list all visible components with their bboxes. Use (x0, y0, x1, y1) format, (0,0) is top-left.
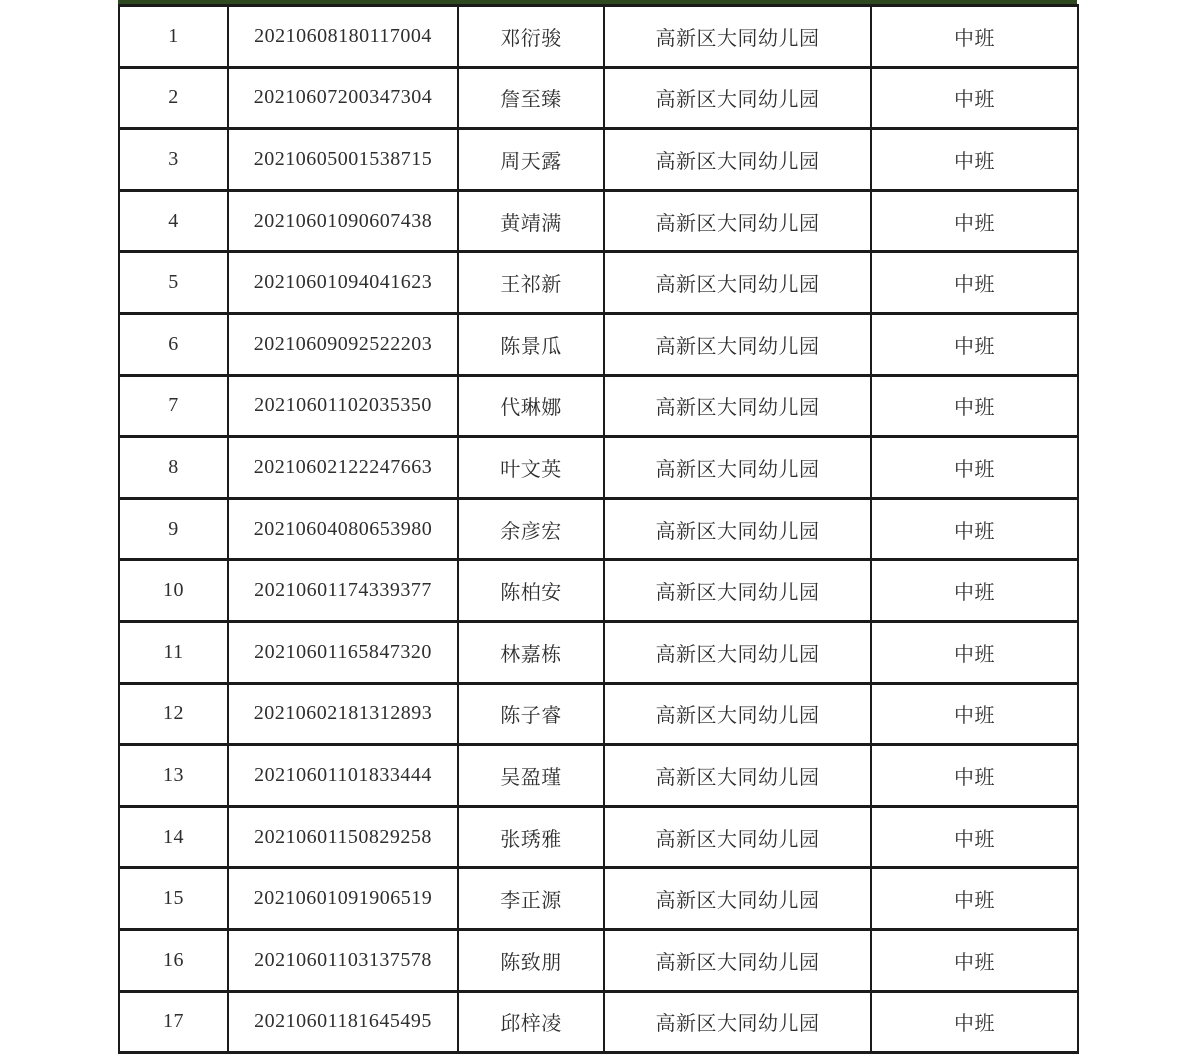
school-name-cell: 高新区大同幼儿园 (604, 498, 871, 560)
row-number-cell: 13 (119, 745, 228, 807)
class-level-cell: 中班 (871, 991, 1078, 1053)
class-level-cell: 中班 (871, 806, 1078, 868)
row-number-cell: 17 (119, 991, 228, 1053)
student-name-cell: 陈子睿 (458, 683, 604, 745)
student-roster-table (118, 4, 1079, 1054)
student-name-cell: 李正源 (458, 868, 604, 930)
table-row (119, 745, 1078, 807)
table-row (119, 6, 1078, 68)
school-name-cell: 高新区大同幼儿园 (604, 190, 871, 252)
class-level-cell: 中班 (871, 745, 1078, 807)
registration-id-cell: 20210601181645495 (228, 991, 458, 1053)
school-name-cell: 高新区大同幼儿园 (604, 868, 871, 930)
row-number-cell: 8 (119, 437, 228, 499)
class-level-cell: 中班 (871, 437, 1078, 499)
row-number-cell: 4 (119, 190, 228, 252)
table-row (119, 190, 1078, 252)
table-row (119, 929, 1078, 991)
row-number-cell: 5 (119, 252, 228, 314)
registration-id-cell: 20210601150829258 (228, 806, 458, 868)
row-number-cell: 11 (119, 621, 228, 683)
class-level-cell: 中班 (871, 621, 1078, 683)
school-name-cell: 高新区大同幼儿园 (604, 991, 871, 1053)
class-level-cell: 中班 (871, 683, 1078, 745)
table-row (119, 67, 1078, 129)
school-name-cell: 高新区大同幼儿园 (604, 806, 871, 868)
table-row (119, 560, 1078, 622)
registration-id-cell: 20210601174339377 (228, 560, 458, 622)
student-name-cell: 代琳娜 (458, 375, 604, 437)
registration-id-cell: 20210601090607438 (228, 190, 458, 252)
registration-id-cell: 20210605001538715 (228, 129, 458, 191)
student-name-cell: 邱梓凌 (458, 991, 604, 1053)
registration-id-cell: 20210601103137578 (228, 929, 458, 991)
class-level-cell: 中班 (871, 313, 1078, 375)
student-name-cell: 余彦宏 (458, 498, 604, 560)
class-level-cell: 中班 (871, 6, 1078, 68)
school-name-cell: 高新区大同幼儿园 (604, 929, 871, 991)
school-name-cell: 高新区大同幼儿园 (604, 621, 871, 683)
table-row (119, 313, 1078, 375)
school-name-cell: 高新区大同幼儿园 (604, 560, 871, 622)
school-name-cell: 高新区大同幼儿园 (604, 745, 871, 807)
row-number-cell: 1 (119, 6, 228, 68)
class-level-cell: 中班 (871, 375, 1078, 437)
student-name-cell: 张琇雅 (458, 806, 604, 868)
row-number-cell: 12 (119, 683, 228, 745)
table-row (119, 437, 1078, 499)
student-name-cell: 詹至臻 (458, 67, 604, 129)
table-row (119, 498, 1078, 560)
table-row (119, 621, 1078, 683)
school-name-cell: 高新区大同幼儿园 (604, 6, 871, 68)
table-row (119, 806, 1078, 868)
student-name-cell: 吴盈瑾 (458, 745, 604, 807)
class-level-cell: 中班 (871, 868, 1078, 930)
registration-id-cell: 20210601165847320 (228, 621, 458, 683)
registration-id-cell: 20210601102035350 (228, 375, 458, 437)
student-name-cell: 周天露 (458, 129, 604, 191)
row-number-cell: 6 (119, 313, 228, 375)
roster-table-area (118, 0, 1077, 1054)
table-row (119, 375, 1078, 437)
registration-id-cell: 20210602122247663 (228, 437, 458, 499)
school-name-cell: 高新区大同幼儿园 (604, 313, 871, 375)
class-level-cell: 中班 (871, 252, 1078, 314)
registration-id-cell: 20210604080653980 (228, 498, 458, 560)
registration-id-cell: 20210607200347304 (228, 67, 458, 129)
roster-table-body (119, 6, 1078, 1053)
student-name-cell: 黄靖满 (458, 190, 604, 252)
row-number-cell: 16 (119, 929, 228, 991)
student-name-cell: 邓衍骏 (458, 6, 604, 68)
class-level-cell: 中班 (871, 129, 1078, 191)
registration-id-cell: 20210609092522203 (228, 313, 458, 375)
student-name-cell: 陈致朋 (458, 929, 604, 991)
row-number-cell: 9 (119, 498, 228, 560)
table-row (119, 868, 1078, 930)
row-number-cell: 14 (119, 806, 228, 868)
school-name-cell: 高新区大同幼儿园 (604, 437, 871, 499)
row-number-cell: 2 (119, 67, 228, 129)
registration-id-cell: 20210601091906519 (228, 868, 458, 930)
school-name-cell: 高新区大同幼儿园 (604, 67, 871, 129)
class-level-cell: 中班 (871, 190, 1078, 252)
student-name-cell: 叶文英 (458, 437, 604, 499)
student-name-cell: 陈柏安 (458, 560, 604, 622)
table-row (119, 683, 1078, 745)
registration-id-cell: 20210608180117004 (228, 6, 458, 68)
school-name-cell: 高新区大同幼儿园 (604, 252, 871, 314)
table-row (119, 991, 1078, 1053)
table-row (119, 252, 1078, 314)
registration-id-cell: 20210601101833444 (228, 745, 458, 807)
student-name-cell: 王祁新 (458, 252, 604, 314)
class-level-cell: 中班 (871, 560, 1078, 622)
class-level-cell: 中班 (871, 929, 1078, 991)
student-name-cell: 陈景瓜 (458, 313, 604, 375)
registration-id-cell: 20210601094041623 (228, 252, 458, 314)
row-number-cell: 7 (119, 375, 228, 437)
school-name-cell: 高新区大同幼儿园 (604, 683, 871, 745)
registration-id-cell: 20210602181312893 (228, 683, 458, 745)
school-name-cell: 高新区大同幼儿园 (604, 375, 871, 437)
student-name-cell: 林嘉栋 (458, 621, 604, 683)
school-name-cell: 高新区大同幼儿园 (604, 129, 871, 191)
row-number-cell: 15 (119, 868, 228, 930)
table-row (119, 129, 1078, 191)
row-number-cell: 10 (119, 560, 228, 622)
row-number-cell: 3 (119, 129, 228, 191)
class-level-cell: 中班 (871, 67, 1078, 129)
class-level-cell: 中班 (871, 498, 1078, 560)
